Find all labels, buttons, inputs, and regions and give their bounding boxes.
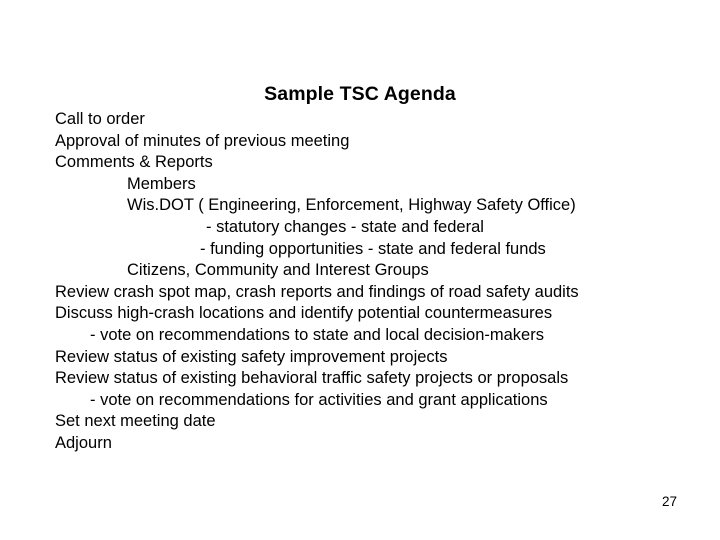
agenda-item-adjourn: Adjourn xyxy=(55,433,112,452)
agenda-item-review-behavioral-projects: Review status of existing behavioral traffic safety projects or proposals xyxy=(55,369,569,388)
agenda-subitem-statutory-changes: - statutory changes - state and federal xyxy=(206,217,484,236)
agenda-item-review-crash-spot-map: Review crash spot map, crash reports and findings of road safety audits xyxy=(55,282,579,301)
agenda-item-call-to-order: Call to order xyxy=(55,110,145,128)
agenda-subitem-wisdot: Wis.DOT ( Engineering, Enforcement, Highway Safety Office) xyxy=(127,196,576,215)
agenda-subitem-citizens-groups: Citizens, Community and Interest Groups xyxy=(127,261,429,280)
agenda-item-set-next-meeting: Set next meeting date xyxy=(55,412,216,431)
page-number: 27 xyxy=(662,494,678,509)
slide-title: Sample TSC Agenda xyxy=(264,83,456,105)
agenda-subitem-funding-opportunities: - funding opportunities - state and federal funds xyxy=(200,239,546,258)
agenda-subitem-members: Members xyxy=(127,174,196,193)
agenda-item-review-safety-improvement-projects: Review status of existing safety improvement projects xyxy=(55,347,448,366)
agenda-item-comments-reports: Comments & Reports xyxy=(55,153,213,172)
agenda-list xyxy=(55,109,579,455)
agenda-subitem-vote-activities-grants: - vote on recommendations for activities and grant applications xyxy=(90,390,548,409)
agenda-item-approval-of-minutes: Approval of minutes of previous meeting xyxy=(55,131,350,150)
agenda-item-discuss-high-crash-locations: Discuss high-crash locations and identify potential countermeasures xyxy=(55,304,553,323)
agenda-subitem-vote-recommendations: - vote on recommendations to state and local decision-makers xyxy=(90,325,544,344)
